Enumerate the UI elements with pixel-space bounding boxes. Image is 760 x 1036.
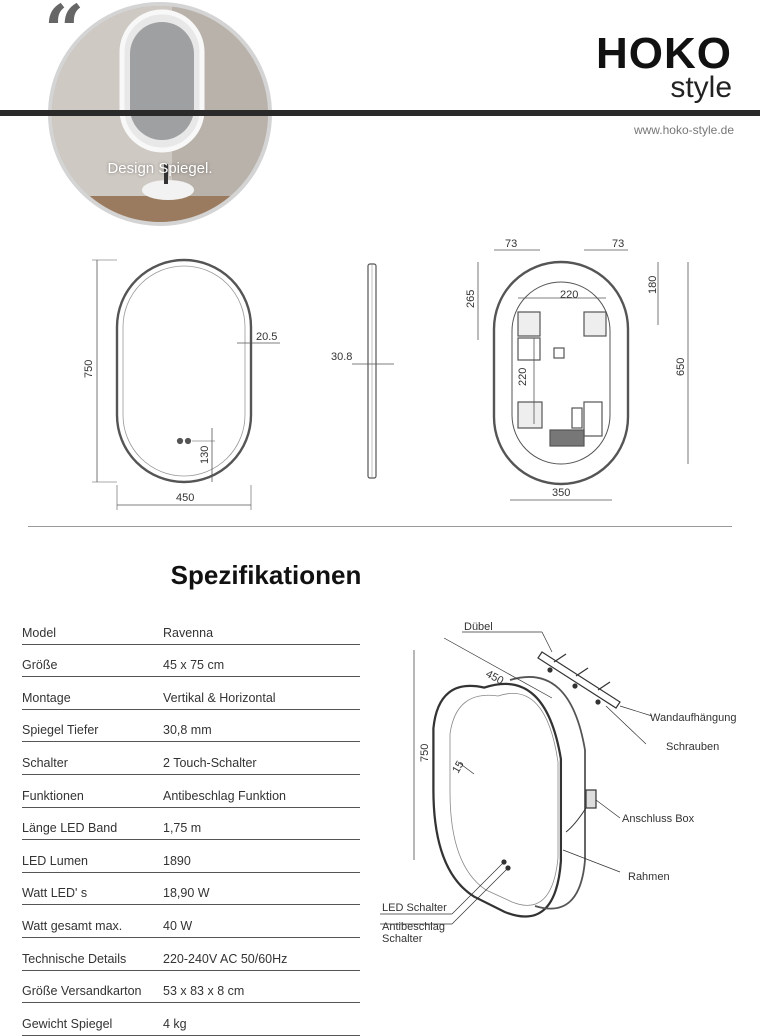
website-link[interactable]: www.hoko-style.de (633, 123, 734, 137)
spec-row (22, 710, 360, 743)
spec-value: Ravenna (163, 625, 214, 640)
spec-table (22, 612, 360, 1036)
front-width-label: 450 (176, 492, 195, 504)
spec-row (22, 742, 360, 775)
spec-value: 40 W (163, 918, 193, 933)
spec-value: 4 kg (163, 1016, 187, 1031)
brand-sub: style (670, 71, 732, 104)
label-anschluss-box: Anschluss Box (622, 813, 695, 825)
label-led-schalter: LED Schalter (382, 902, 447, 914)
spec-label: Spiegel Tiefer (22, 723, 99, 738)
spec-row (22, 971, 360, 1004)
spec-label: Technische Details (22, 951, 127, 966)
spec-value: 2 Touch-Schalter (163, 755, 257, 770)
exploded-width-label: 450 (483, 668, 506, 688)
spec-label: Gewicht Spiegel (22, 1016, 113, 1031)
spec-row (22, 645, 360, 678)
hero-caption: Design Spiegel. (107, 160, 213, 177)
spec-row (22, 905, 360, 938)
spec-label: Länge LED Band (22, 821, 118, 836)
spec-row (22, 840, 360, 873)
spec-label: LED Lumen (22, 853, 89, 868)
section-divider (28, 526, 732, 527)
front-switch-offset-label: 130 (199, 445, 211, 464)
spec-label: Größe Versandkarton (22, 984, 142, 999)
label-wandaufhaengung: Wandaufhängung (650, 712, 737, 724)
spec-value: 45 x 75 cm (163, 658, 225, 673)
spec-label: Funktionen (22, 788, 84, 803)
spec-value: 220-240V AC 50/60Hz (163, 951, 288, 966)
front-view (92, 260, 280, 510)
back-top-label: 265 (465, 289, 477, 308)
spec-row (22, 808, 360, 841)
front-inset-label: 20.5 (256, 331, 278, 343)
spec-label: Schalter (22, 755, 68, 770)
back-span-top-label: 220 (560, 289, 579, 301)
label-rahmen: Rahmen (628, 871, 670, 883)
spec-value: Vertikal & Horizontal (163, 690, 276, 705)
spec-row (22, 612, 360, 645)
label-antibeschlag: Antibeschlag (382, 921, 445, 933)
back-right-top-label: 180 (647, 275, 659, 294)
spec-label: Größe (22, 658, 58, 673)
label-schrauben: Schrauben (666, 741, 720, 753)
spec-label: Montage (22, 690, 71, 705)
back-span-vertical-label: 220 (517, 367, 529, 386)
spec-value: 1,75 m (163, 821, 202, 836)
front-height-label: 750 (83, 359, 95, 378)
back-right-offset-label: 73 (612, 238, 625, 250)
spec-row (22, 938, 360, 971)
exploded-height-label: 750 (419, 743, 431, 762)
spec-row (22, 873, 360, 906)
spec-row (22, 677, 360, 710)
spec-title: Spezifikationen (170, 560, 362, 590)
quote-mark: “ (44, 0, 85, 72)
spec-label: Watt LED' s (22, 886, 88, 901)
back-bottom-width-label: 350 (552, 487, 571, 499)
spec-value: 53 x 83 x 8 cm (163, 984, 245, 999)
side-view (352, 264, 394, 478)
spec-label: Watt gesamt max. (22, 918, 123, 933)
spec-value: 30,8 mm (163, 723, 212, 738)
label-antibeschlag-schalter: Schalter (382, 933, 423, 945)
brand-name: HOKO (596, 29, 732, 78)
spec-label: Model (22, 625, 57, 640)
spec-value: 1890 (163, 853, 191, 868)
spec-value: Antibeschlag Funktion (163, 788, 286, 803)
side-depth-label: 30.8 (331, 351, 353, 363)
spec-value: 18,90 W (163, 886, 210, 901)
back-right-height-label: 650 (675, 357, 687, 376)
exploded-view (370, 610, 760, 1024)
exploded-rim-label: 15 (450, 758, 467, 776)
label-duebel: Dübel (464, 621, 493, 633)
back-left-offset-label: 73 (505, 238, 518, 250)
spec-row (22, 1003, 360, 1036)
spec-row (22, 775, 360, 808)
